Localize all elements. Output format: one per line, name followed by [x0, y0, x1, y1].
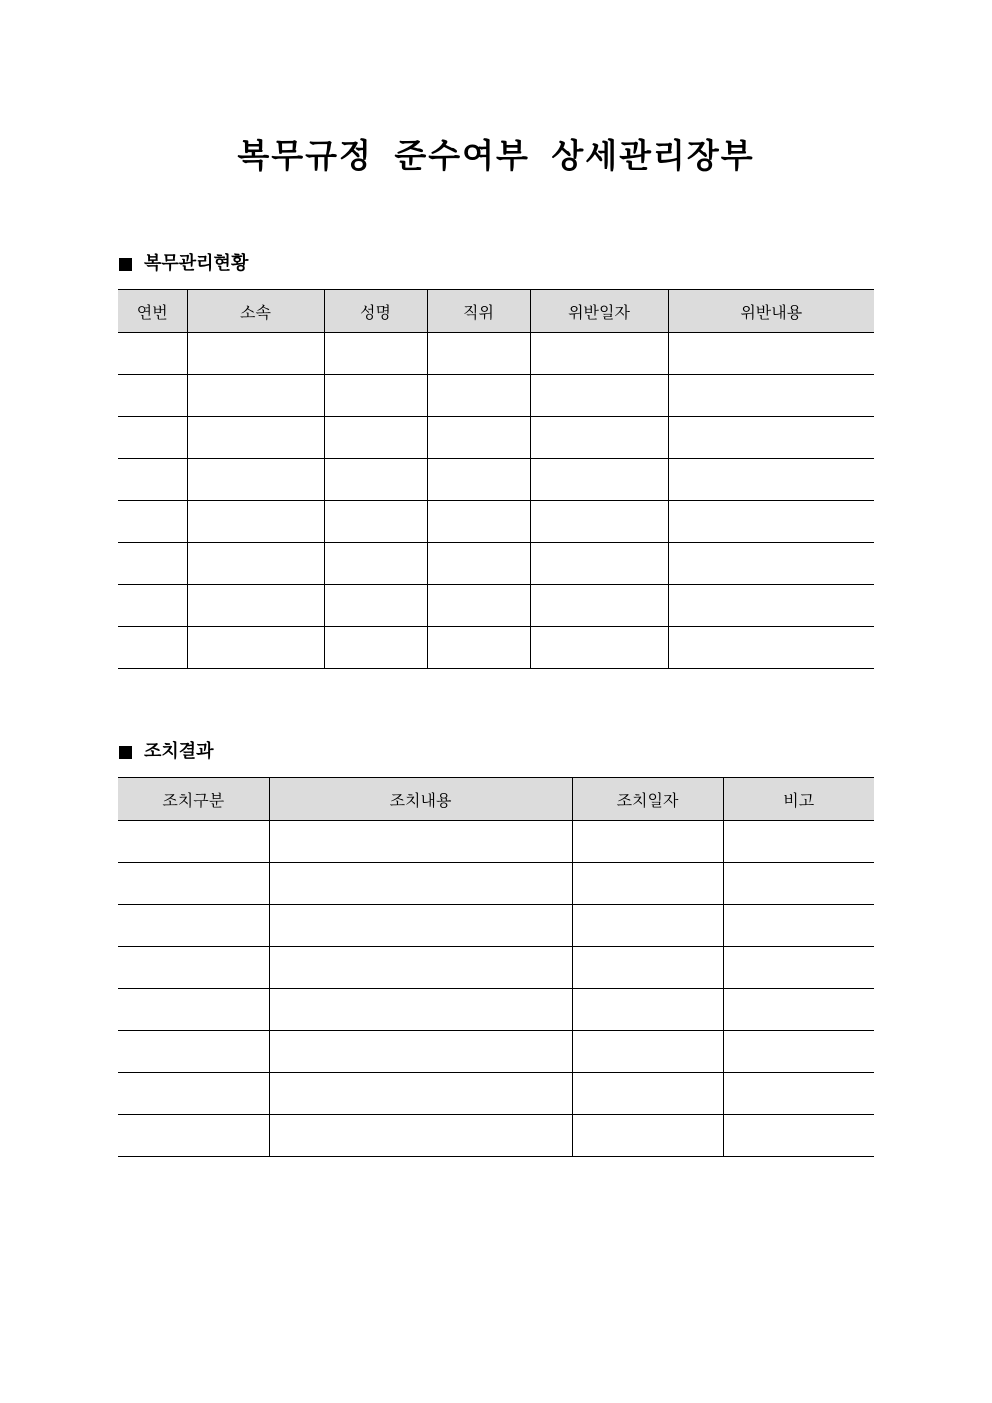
table-cell[interactable] — [668, 459, 874, 501]
table-cell[interactable] — [187, 333, 324, 375]
table-row — [118, 417, 874, 459]
table-cell[interactable] — [427, 627, 530, 669]
table-row — [118, 1031, 874, 1073]
document-title: 복무규정 준수여부 상세관리장부 — [237, 136, 755, 175]
table-row — [118, 989, 874, 1031]
table-cell[interactable] — [668, 333, 874, 375]
table-row — [118, 821, 874, 863]
duty-status-table — [118, 289, 874, 669]
table-cell[interactable] — [530, 375, 668, 417]
duty-status-table-body — [118, 333, 874, 669]
table-cell[interactable] — [530, 333, 668, 375]
table-cell[interactable] — [427, 417, 530, 459]
table-cell[interactable] — [530, 627, 668, 669]
table-cell[interactable] — [530, 543, 668, 585]
table-row — [118, 863, 874, 905]
column-header-action-details: 조치내용 — [269, 778, 572, 821]
column-header-remarks: 비고 — [723, 778, 874, 821]
action-result-table — [118, 777, 874, 1157]
table-cell[interactable] — [118, 821, 269, 863]
table-cell[interactable] — [324, 417, 427, 459]
table-row — [118, 459, 874, 501]
table-cell[interactable] — [668, 627, 874, 669]
table-cell[interactable] — [723, 989, 874, 1031]
table-cell[interactable] — [187, 375, 324, 417]
table-cell[interactable] — [324, 333, 427, 375]
table-cell[interactable] — [118, 905, 269, 947]
table-row — [118, 905, 874, 947]
table-row — [118, 501, 874, 543]
table-cell[interactable] — [572, 821, 723, 863]
table-cell[interactable] — [427, 459, 530, 501]
table-cell[interactable] — [572, 1073, 723, 1115]
table-cell[interactable] — [572, 1115, 723, 1157]
table-row — [118, 947, 874, 989]
column-header-position: 직위 — [427, 290, 530, 333]
table-cell[interactable] — [324, 375, 427, 417]
column-header-affiliation: 소속 — [187, 290, 324, 333]
table-cell[interactable] — [723, 863, 874, 905]
table-cell[interactable] — [572, 989, 723, 1031]
table-cell[interactable] — [187, 627, 324, 669]
table-row — [118, 1115, 874, 1157]
table-cell[interactable] — [324, 585, 427, 627]
table-cell[interactable] — [427, 543, 530, 585]
table-cell[interactable] — [723, 947, 874, 989]
table-cell[interactable] — [324, 627, 427, 669]
table-cell[interactable] — [530, 417, 668, 459]
column-header-action-date: 조치일자 — [572, 778, 723, 821]
table-cell[interactable] — [324, 543, 427, 585]
table-cell[interactable] — [187, 585, 324, 627]
table-cell[interactable] — [269, 1115, 572, 1157]
table-cell[interactable] — [118, 375, 187, 417]
table-cell[interactable] — [427, 585, 530, 627]
square-bullet-icon — [119, 746, 132, 759]
action-result-table-body — [118, 821, 874, 1157]
table-cell[interactable] — [668, 585, 874, 627]
table-header-row — [118, 778, 874, 821]
table-cell[interactable] — [118, 1115, 269, 1157]
table-row — [118, 585, 874, 627]
section-heading-duty-status — [119, 252, 248, 276]
section-heading-label: 복무관리현황 — [144, 253, 249, 274]
table-cell[interactable] — [572, 905, 723, 947]
table-cell[interactable] — [269, 821, 572, 863]
table-cell[interactable] — [118, 333, 187, 375]
table-cell[interactable] — [118, 947, 269, 989]
table-cell[interactable] — [187, 459, 324, 501]
table-cell[interactable] — [427, 501, 530, 543]
table-cell[interactable] — [530, 459, 668, 501]
table-cell[interactable] — [269, 947, 572, 989]
table-cell[interactable] — [572, 1031, 723, 1073]
table-row — [118, 543, 874, 585]
table-cell[interactable] — [269, 863, 572, 905]
table-cell[interactable] — [427, 333, 530, 375]
table-cell[interactable] — [118, 501, 187, 543]
table-row — [118, 1073, 874, 1115]
table-cell[interactable] — [723, 1073, 874, 1115]
table-cell[interactable] — [118, 417, 187, 459]
table-cell[interactable] — [269, 989, 572, 1031]
table-cell[interactable] — [427, 375, 530, 417]
table-header-row — [118, 290, 874, 333]
table-cell[interactable] — [572, 947, 723, 989]
table-cell[interactable] — [572, 863, 723, 905]
table-cell[interactable] — [118, 543, 187, 585]
square-bullet-icon — [119, 258, 132, 271]
column-header-action-type: 조치구분 — [118, 778, 269, 821]
table-cell[interactable] — [324, 459, 427, 501]
table-cell[interactable] — [187, 501, 324, 543]
table-cell[interactable] — [118, 863, 269, 905]
column-header-violation-date: 위반일자 — [530, 290, 668, 333]
table-cell[interactable] — [118, 585, 187, 627]
table-cell[interactable] — [118, 627, 187, 669]
table-cell[interactable] — [118, 1031, 269, 1073]
table-cell[interactable] — [530, 501, 668, 543]
table-cell[interactable] — [723, 1115, 874, 1157]
table-cell[interactable] — [668, 543, 874, 585]
table-cell[interactable] — [668, 501, 874, 543]
table-cell[interactable] — [118, 1073, 269, 1115]
table-cell[interactable] — [723, 905, 874, 947]
column-header-serial: 연번 — [118, 290, 187, 333]
table-cell[interactable] — [187, 543, 324, 585]
table-cell[interactable] — [269, 1073, 572, 1115]
table-row — [118, 627, 874, 669]
table-row — [118, 333, 874, 375]
column-header-violation-details: 위반내용 — [668, 290, 874, 333]
table-cell[interactable] — [118, 989, 269, 1031]
table-cell[interactable] — [530, 585, 668, 627]
table-row — [118, 375, 874, 417]
table-cell[interactable] — [324, 501, 427, 543]
table-cell[interactable] — [269, 1031, 572, 1073]
column-header-name: 성명 — [324, 290, 427, 333]
table-cell[interactable] — [118, 459, 187, 501]
table-cell[interactable] — [269, 905, 572, 947]
table-cell[interactable] — [723, 821, 874, 863]
section-heading-label: 조치결과 — [144, 741, 214, 762]
section-heading-action-result — [119, 740, 214, 764]
table-cell[interactable] — [668, 375, 874, 417]
table-cell[interactable] — [668, 417, 874, 459]
table-cell[interactable] — [187, 417, 324, 459]
table-cell[interactable] — [723, 1031, 874, 1073]
